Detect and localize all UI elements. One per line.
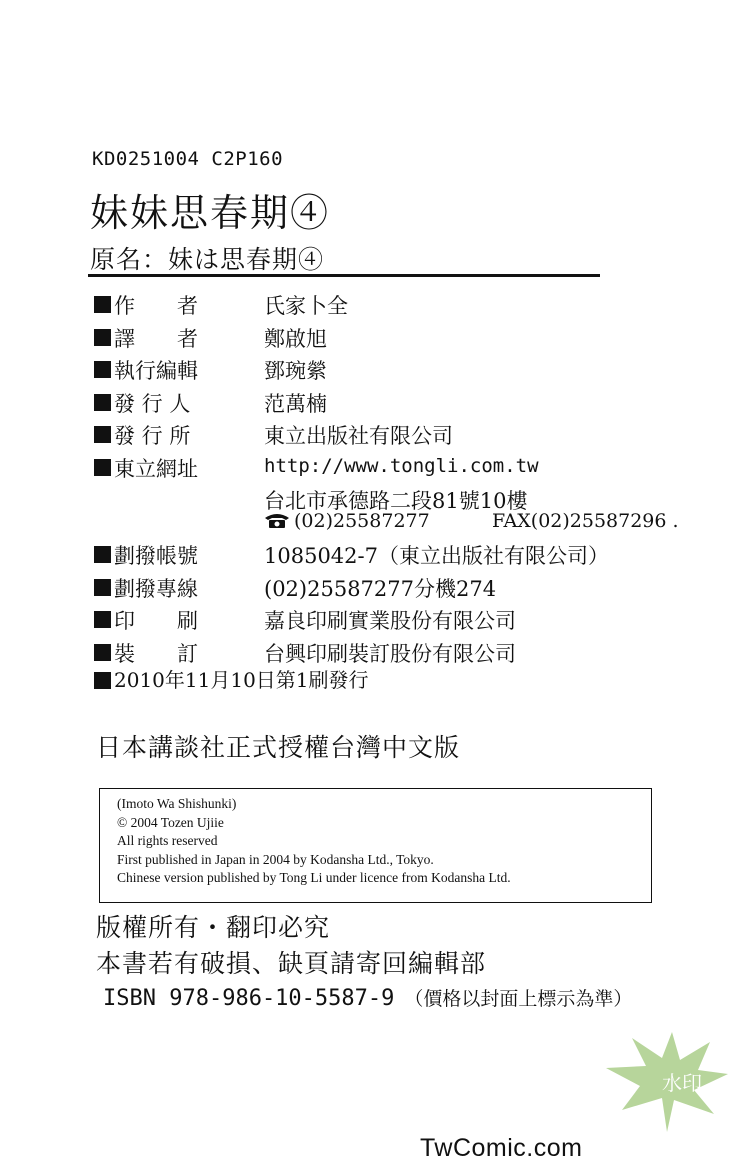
credit-value: 范萬楠 (264, 391, 327, 416)
original-title: 原名：妹は思春期④ (90, 245, 325, 274)
credit-value: 1085042-7（東立出版社有限公司） (264, 544, 609, 568)
credit-value: 鄧琬縈 (264, 359, 327, 383)
site-name: TwComic.com (420, 1134, 583, 1162)
credit-value: (02)25587277分機274 (264, 576, 497, 601)
website-link[interactable]: http://www.tongli.com.tw (264, 454, 539, 477)
copyright-line: © 2004 Tozen Ujiie (117, 814, 224, 830)
bullet-square (94, 611, 111, 628)
bullet-square (94, 329, 111, 346)
isbn-line (103, 984, 632, 1011)
catalog-code: KD0251004 C2P160 (92, 148, 284, 170)
bullet-square (94, 296, 111, 313)
price-note: （價格以封面上標示為準） (404, 988, 633, 1010)
credit-value: 氏家卜全 (264, 294, 348, 318)
book-title: 妹妹思春期④ (90, 191, 331, 235)
issue-date-line (94, 664, 369, 693)
credit-row-publisher (94, 420, 714, 453)
bullet-square (94, 546, 111, 563)
rights-reserved: 版權所有・翻印必究 (96, 913, 331, 942)
credit-label: 裝 訂 (114, 641, 198, 666)
credit-label: 譯 者 (114, 326, 198, 351)
fax-number: FAX(02)25587296 . (492, 510, 679, 532)
bullet-square (94, 644, 111, 661)
bullet-square (94, 361, 111, 378)
credit-row-website (94, 453, 714, 486)
bullet-square (94, 672, 111, 689)
credit-row-publisher-person (94, 388, 714, 421)
leaf-watermark-icon (602, 1028, 732, 1138)
credit-label: 劃撥專線 (114, 576, 198, 601)
credit-row-printer (94, 605, 714, 638)
watermark-text: 水印 (662, 1071, 702, 1095)
bullet-square (94, 394, 111, 411)
phone-fax-line (264, 510, 679, 532)
title-underline (88, 274, 600, 277)
copyright-line: Chinese version published by Tong Li under licence from Kodansha Ltd. (117, 870, 511, 886)
credit-row-hotline (94, 573, 714, 606)
credit-value: 嘉良印刷實業股份有限公司 (264, 609, 516, 633)
bullet-square (94, 459, 111, 476)
credit-value: 台興印刷裝訂股份有限公司 (264, 641, 516, 666)
credits-list (94, 290, 714, 518)
phone-number: (02)25587277 (294, 510, 430, 532)
credit-label: 發 行 人 (114, 391, 191, 416)
authorization-notice: 日本講談社正式授權台灣中文版 (96, 733, 461, 762)
credit-value: 東立出版社有限公司 (264, 424, 453, 448)
credit-row-author (94, 290, 714, 323)
credit-row-translator (94, 323, 714, 356)
copyright-box (99, 788, 652, 903)
credit-label: 東立網址 (114, 456, 198, 481)
copyright-line: First published in Japan in 2004 by Kodansha Ltd., Tokyo. (117, 851, 434, 867)
credit-row-account (94, 540, 714, 573)
credit-row-editor (94, 355, 714, 388)
credit-label: 執行編輯 (114, 359, 198, 383)
issue-date: 2010年11月10日第1刷發行 (114, 668, 369, 692)
credit-label: 發 行 所 (114, 424, 191, 448)
bullet-square (94, 579, 111, 596)
copyright-line: All rights reserved (117, 833, 218, 849)
address: 台北市承德路二段81號10樓 (264, 489, 528, 513)
copyright-line: (Imoto Wa Shishunki) (117, 796, 237, 811)
telephone-icon (264, 512, 290, 529)
credit-value: 鄭啟旭 (264, 326, 327, 351)
credits-list-2 (94, 540, 714, 670)
isbn-number: ISBN 978-986-10-5587-9 (103, 986, 395, 1011)
credit-label: 劃撥帳號 (114, 544, 198, 568)
bullet-square (94, 426, 111, 443)
credit-label: 印 刷 (114, 609, 198, 633)
credit-label: 作 者 (114, 294, 198, 318)
damage-notice: 本書若有破損、缺頁請寄回編輯部 (96, 949, 487, 978)
